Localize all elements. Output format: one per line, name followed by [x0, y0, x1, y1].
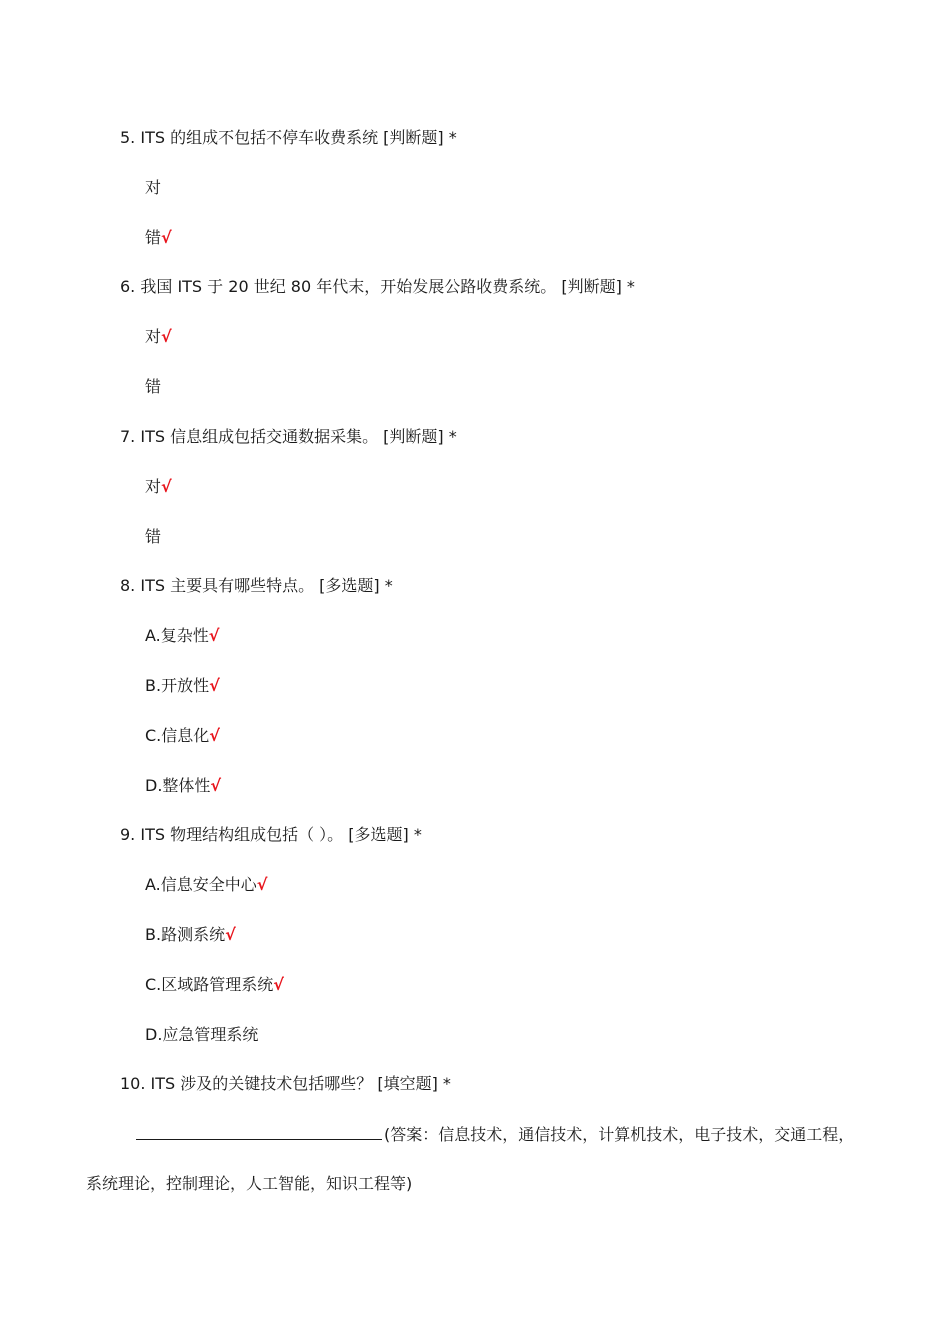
question-6-option-true	[145, 326, 172, 348]
question-9-title: 9. ITS 物理结构组成包括（ ）。 [多选题] *	[120, 825, 422, 844]
option-label: 错	[145, 377, 162, 396]
question-8-option-c	[145, 725, 220, 747]
question-10-answer	[136, 1123, 854, 1146]
option-label: 对	[145, 178, 162, 197]
answer-text-line-2: 系统理论，控制理论，人工智能，知识工程等)	[86, 1174, 413, 1193]
option-label: C.区域路管理系统	[145, 975, 274, 994]
question-5-title: 5. ITS 的组成不包括不停车收费系统 [判断题] *	[120, 128, 457, 147]
option-label: A.信息安全中心	[145, 875, 257, 894]
question-8-option-b	[145, 675, 220, 697]
option-label: A.复杂性	[145, 626, 209, 645]
fill-blank-line	[136, 1123, 382, 1140]
question-8-option-a	[145, 625, 219, 647]
question-6-title: 6. 我国 ITS 于 20 世纪 80 年代末，开始发展公路收费系统。 [判断题] *	[120, 277, 635, 296]
question-7-option-true	[145, 476, 172, 498]
question-8-title: 8. ITS 主要具有哪些特点。 [多选题] *	[120, 576, 393, 595]
question-10-title: 10. ITS 涉及的关键技术包括哪些？ [填空题] *	[120, 1074, 451, 1093]
question-8-option-d	[145, 775, 221, 797]
option-label: D.应急管理系统	[145, 1025, 259, 1044]
check-mark-icon: √	[161, 477, 172, 496]
answer-text-line-1: (答案：信息技术，通信技术，计算机技术，电子技术，交通工程，	[384, 1125, 855, 1144]
option-label: 错	[145, 527, 162, 546]
check-mark-icon: √	[209, 676, 220, 695]
question-6-option-false	[145, 376, 161, 398]
check-mark-icon: √	[209, 726, 220, 745]
question-9-option-d	[145, 1024, 258, 1046]
check-mark-icon: √	[161, 327, 172, 346]
option-label: B.开放性	[145, 676, 210, 695]
question-5-option-false	[145, 227, 172, 249]
option-label: C.信息化	[145, 726, 210, 745]
check-mark-icon: √	[208, 626, 220, 645]
question-7-title: 7. ITS 信息组成包括交通数据采集。 [判断题] *	[120, 427, 457, 446]
question-5-option-true	[145, 177, 161, 199]
question-9-option-a	[145, 874, 267, 896]
option-label: B.路测系统	[145, 925, 226, 944]
question-7-option-false	[145, 526, 161, 548]
question-9-option-c	[145, 974, 284, 996]
option-label: D.整体性	[145, 776, 211, 795]
check-mark-icon: √	[210, 776, 222, 795]
option-label: 对	[145, 327, 162, 346]
check-mark-icon: √	[161, 228, 172, 247]
question-9-option-b	[145, 924, 236, 946]
check-mark-icon: √	[225, 925, 236, 944]
check-mark-icon: √	[273, 975, 284, 994]
option-label: 对	[145, 477, 162, 496]
check-mark-icon: √	[256, 875, 268, 894]
option-label: 错	[145, 228, 162, 247]
